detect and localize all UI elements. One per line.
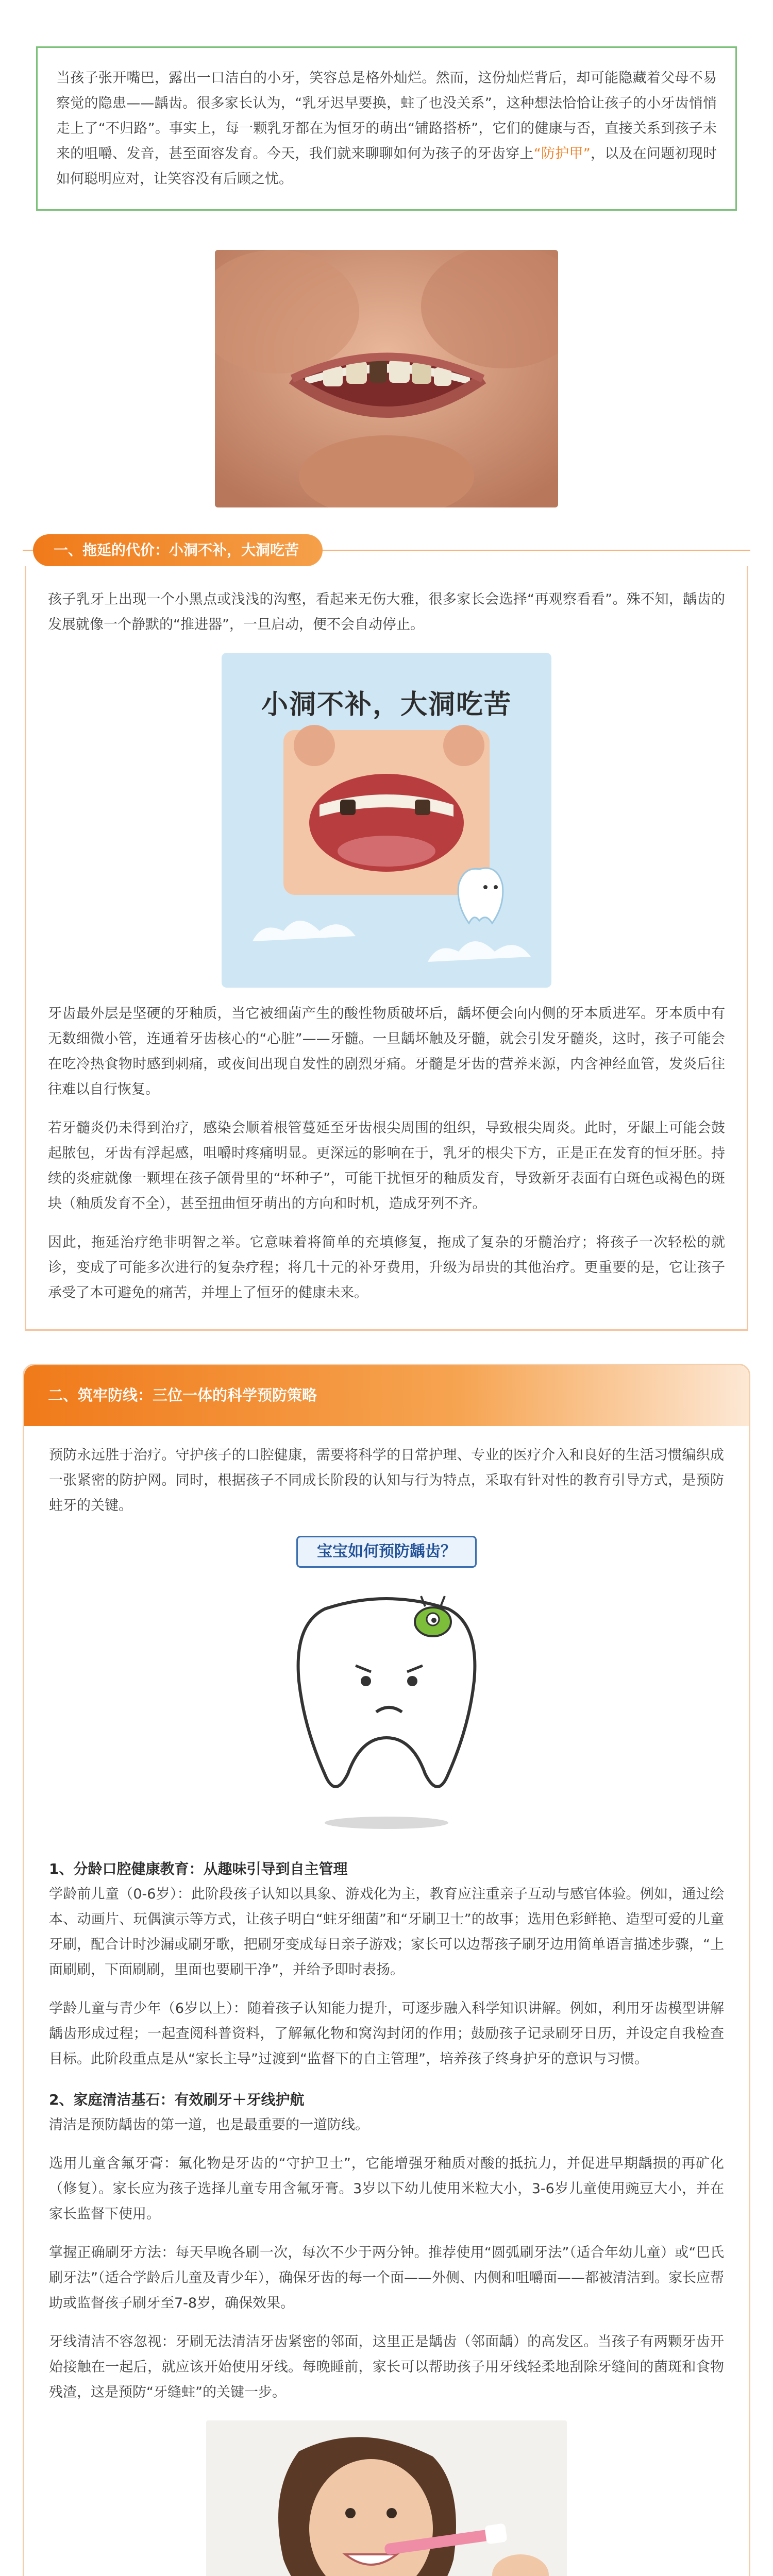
intro-text-1: 当孩子张开嘴巴，露出一口洁白的小牙，笑容总是格外灿烂。然而，这份灿烂背后，却可能隐藏着父母不易察觉的隐患——龋齿。很多家长认为，“乳牙迟早要换，蛀了也没关系”，这种想法恰恰让孩子的小牙齿悄悄走上了“不归路”。事实上，每一颗乳牙都在为恒牙的萌出“铺路搭桥”，它们的健康与否，直接关系到孩子未来的咀嚼、发音，甚至面容发育。今天，我们就来聊聊如何为孩子的牙齿穿上 bbox=[56, 70, 717, 162]
section2-paragraph-1: 预防永远胜于治疗。守护孩子的口腔健康，需要将科学的日常护理、专业的医疗介入和良好的生活习惯编织成一张紧密的防护网。同时，根据孩子不同成长阶段的认知与行为特点，采取有针对性的教育引导方式，是预防蛀牙的关键。 bbox=[49, 1447, 724, 1514]
intro-box bbox=[36, 46, 737, 211]
section1-title: 一、拖延的代价：小洞不补，大洞吃苦 bbox=[33, 534, 323, 566]
intro-text-2: ，以及在问题初现时如何聪明应对，让笑容没有后顾之忧。 bbox=[56, 146, 717, 187]
intro-paragraph bbox=[56, 65, 717, 192]
subheading-1: 1、分龄口腔健康教育：从趣味引导到自主管理 bbox=[49, 1860, 348, 1877]
section1-paragraph-1: 孩子乳牙上出现一个小黑点或浅浅的沟壑，看起来无伤大雅，很多家长会选择“再观察看看”。殊不知，龋齿的发展就像一个静默的“推进器”，一旦启动，便不会自动停止。 bbox=[48, 591, 725, 633]
section1-body bbox=[0, 566, 773, 1331]
section1-paragraph-4: 因此，拖延治疗绝非明智之举。它意味着将简单的充填修复，拖成了复杂的牙髓治疗；将孩子一次轻松的就诊，变成了可能多次进行的复杂疗程；将几十元的补牙费用，升级为昂贵的其他治疗。更重要的是，它让孩子承受了本可避免的痛苦，并埋上了恒牙的健康未来。 bbox=[48, 1234, 725, 1301]
girl-brushing-photo-art bbox=[206, 2420, 567, 2576]
section2-paragraph-3: 学龄儿童与青少年（6岁以上）：随着孩子认知能力提升，可逐步融入科学知识讲解。例如，利用牙齿模型讲解龋齿形成过程；一起查阅科普资料，了解氟化物和窝沟封闭的作用；鼓励孩子记录刷牙日历，并设定自我检查目标。此阶段重点是从“家长主导”过渡到“监督下的自主管理”，培养孩子终身护牙的意识与习惯。 bbox=[49, 2001, 724, 2067]
section2-title: 二、筑牢防线：三位一体的科学预防策略 bbox=[48, 1386, 317, 1404]
intro-section bbox=[0, 0, 773, 211]
child-teeth-photo bbox=[215, 250, 558, 507]
girl-brushing-photo bbox=[206, 2420, 567, 2576]
section1-header bbox=[23, 534, 750, 566]
tooth-illustration bbox=[247, 1532, 526, 1841]
cavity-poster bbox=[222, 653, 551, 988]
subheading-2: 2、家庭清洁基石：有效刷牙＋牙线护航 bbox=[49, 2091, 305, 2108]
section2-paragraph-6: 掌握正确刷牙方法：每天早晚各刷一次，每次不少于两分钟。推荐使用“圆弧刷牙法”（适合年幼儿童）或“巴氏刷牙法”（适合学龄后儿童及青少年），确保牙齿的每一个面——外侧、内侧和咀嚼面——都被清洁到。家长应帮助或监督孩子刷牙至7-8岁，确保效果。 bbox=[49, 2245, 724, 2311]
child-teeth-photo-art bbox=[215, 250, 558, 507]
section1-paragraph-2: 牙齿最外层是坚硬的牙釉质，当它被细菌产生的酸性物质破坏后，龋坏便会向内侧的牙本质进军。牙本质中有无数细微小管，连通着牙齿核心的“心脏”——牙髓。一旦龋坏触及牙髓，就会引发牙髓炎，这时，孩子可能会在吃冷热食物时感到刺痛，或夜间出现自发性的剧烈牙痛。牙髓是牙齿的营养来源，内含神经血管，发炎后往往难以自行恢复。 bbox=[48, 1006, 725, 1097]
intro-highlight: “防护甲” bbox=[533, 146, 591, 162]
section1-paragraph-3: 若牙髓炎仍未得到治疗，感染会顺着根管蔓延至牙齿根尖周围的组织，导致根尖周炎。此时，牙龈上可能会鼓起脓包，牙齿有浮起感，咀嚼时疼痛明显。更深远的影响在于，乳牙的根尖下方，正是正在发育的恒牙胚。持续的炎症就像一颗埋在孩子颌骨里的“坏种子”，可能干扰恒牙的釉质发育，导致新牙表面有白斑色或褐色的斑块（釉质发育不全），甚至扭曲恒牙萌出的方向和时机，造成牙列不齐。 bbox=[48, 1120, 725, 1212]
poster-art bbox=[222, 653, 551, 988]
section2-header bbox=[24, 1365, 749, 1426]
section2-card bbox=[23, 1364, 750, 2576]
section2-paragraph-2: 学龄前儿童（0-6岁）：此阶段孩子认知以具象、游戏化为主，教育应注重亲子互动与感官体验。例如，通过绘本、动画片、玩偶演示等方式，让孩子明白“蛀牙细菌”和“牙刷卫士”的故事；选用色彩鲜艳、造型可爱的儿童牙刷，配合计时沙漏或刷牙歌，把刷牙变成每日亲子游戏；家长可以边帮孩子刷牙边用简单语言描述步骤，“上面刷刷，下面刷刷，里面也要刷干净”，并给予即时表扬。 bbox=[49, 1886, 724, 1978]
poster-title: 小洞不补，大洞吃苦 bbox=[261, 689, 512, 720]
section2-paragraph-4: 清洁是预防龋齿的第一道，也是最重要的一道防线。 bbox=[49, 2117, 369, 2133]
illustration-title: 宝宝如何预防龋齿？ bbox=[296, 1536, 477, 1568]
sad-tooth-art bbox=[247, 1532, 526, 1841]
section2-paragraph-5: 选用儿童含氟牙膏：氟化物是牙齿的“守护卫士”，它能增强牙釉质对酸的抵抗力，并促进早期龋损的再矿化（修复）。家长应为孩子选择儿童专用含氟牙膏。3岁以下幼儿使用米粒大小，3-6岁儿童使用豌豆大小，并在家长监督下使用。 bbox=[49, 2156, 724, 2222]
section2-paragraph-7: 牙线清洁不容忽视：牙刷无法清洁牙齿紧密的邻面，这里正是龋齿（邻面龋）的高发区。当孩子有两颗牙齿开始接触在一起后，就应该开始使用牙线。每晚睡前，家长可以帮助孩子用牙线轻柔地刮除牙缝间的菌斑和食物残渣，这是预防“牙缝蛀”的关键一步。 bbox=[49, 2334, 724, 2400]
